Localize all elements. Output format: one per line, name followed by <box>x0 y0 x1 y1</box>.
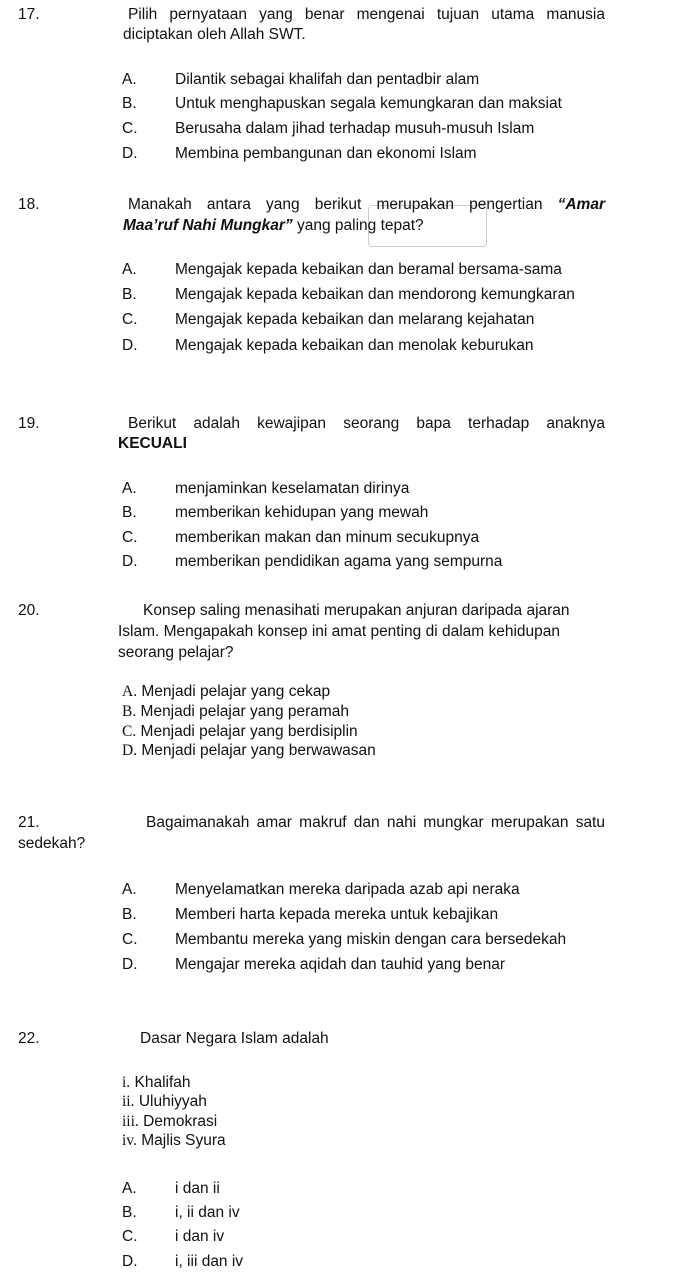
question-number: 17. <box>18 6 40 23</box>
question-stem-line: Konsep saling menasihati merupakan anjuran daripada ajaran <box>143 602 570 619</box>
option-text: Mengajar mereka aqidah dan tauhid yang benar <box>175 956 506 973</box>
option-letter: B. <box>122 286 137 303</box>
option-text: Menjadi pelajar yang berdisiplin <box>140 723 358 740</box>
item-numeral: iii. <box>122 1113 139 1130</box>
statement-item <box>122 1093 207 1111</box>
option-text: Membina pembangunan dan ekonomi Islam <box>175 145 477 162</box>
option-letter: A. <box>122 261 137 278</box>
option-text: Menjadi pelajar yang berwawasan <box>141 742 376 759</box>
option-letter: D. <box>122 553 138 570</box>
option-letter: A. <box>122 1180 137 1197</box>
item-text: Majlis Syura <box>141 1132 226 1149</box>
question-stem-emphasis: KECUALI <box>118 435 187 452</box>
option-text: Mengajak kepada kebaikan dan melarang kejahatan <box>175 311 535 328</box>
item-numeral: ii. <box>122 1093 135 1110</box>
option-letter: A. <box>122 71 137 88</box>
option-text: Membantu mereka yang miskin dengan cara bersedekah <box>175 931 567 948</box>
option-letter: D. <box>122 337 138 354</box>
option-text: memberikan kehidupan yang mewah <box>175 504 429 521</box>
question-stem-line <box>128 196 605 214</box>
stem-emphasis: “Amar <box>557 196 605 213</box>
question-number: 21. <box>18 814 40 831</box>
item-text: Khalifah <box>134 1074 191 1091</box>
question-stem-line: diciptakan oleh Allah SWT. <box>123 26 306 43</box>
option <box>122 683 330 701</box>
question-stem-line: sedekah? <box>18 835 86 852</box>
option-letter: D. <box>122 956 138 973</box>
question-number: 20. <box>18 602 40 619</box>
stem-text: yang paling tepat? <box>292 217 424 234</box>
option-text: menjaminkan keselamatan dirinya <box>175 480 410 497</box>
option <box>122 723 358 741</box>
option-text: Dilantik sebagai khalifah dan pentadbir alam <box>175 71 480 88</box>
option-letter: C. <box>122 931 138 948</box>
option-text: Mengajak kepada kebaikan dan menolak keburukan <box>175 337 534 354</box>
option-letter: A. <box>122 881 137 898</box>
option-letter: C. <box>122 1228 138 1245</box>
option-text: Memberi harta kepada mereka untuk kebajikan <box>175 906 499 923</box>
option-text: i, iii dan iv <box>175 1253 244 1270</box>
item-numeral: i. <box>122 1074 131 1091</box>
option-letter: D. <box>122 145 138 162</box>
option-letter: B. <box>122 504 137 521</box>
question-number: 22. <box>18 1030 40 1047</box>
item-numeral: iv. <box>122 1132 137 1149</box>
option-text: Menjadi pelajar yang peramah <box>140 703 350 720</box>
option-text: Mengajak kepada kebaikan dan beramal bersama-sama <box>175 261 562 278</box>
option <box>122 703 349 721</box>
option-letter: C. <box>122 311 138 328</box>
option-letter: B. <box>122 906 137 923</box>
item-text: Demokrasi <box>143 1113 218 1130</box>
statement-item <box>122 1113 217 1131</box>
option-letter: B. <box>122 1204 137 1221</box>
option-text: i dan ii <box>175 1180 220 1197</box>
option-text: i dan iv <box>175 1228 225 1245</box>
statement-item <box>122 1074 191 1092</box>
option <box>122 742 376 760</box>
question-stem-line <box>123 217 424 235</box>
option-text: Berusaha dalam jihad terhadap musuh-musuh Islam <box>175 120 535 137</box>
statement-item <box>122 1132 226 1150</box>
item-text: Uluhiyyah <box>138 1093 207 1110</box>
option-letter: C. <box>122 529 138 546</box>
option-text: memberikan makan dan minum secukupnya <box>175 529 480 546</box>
question-stem-line: Pilih pernyataan yang benar mengenai tujuan utama manusia <box>128 6 605 23</box>
option-letter: A. <box>122 683 138 700</box>
option-letter: D. <box>122 742 138 759</box>
option-letter: B. <box>122 703 137 720</box>
question-stem-line: Dasar Negara Islam adalah <box>140 1030 329 1047</box>
question-stem-line: Berikut adalah kewajipan seorang bapa terhadap anaknya <box>128 415 605 432</box>
option-text: memberikan pendidikan agama yang sempurna <box>175 553 503 570</box>
option-text: Untuk menghapuskan segala kemungkaran dan maksiat <box>175 95 562 112</box>
option-letter: C. <box>122 723 137 740</box>
stem-text: Manakah antara yang berikut merupakan pengertian <box>128 196 543 213</box>
stem-emphasis: Maa’ruf Nahi Mungkar” <box>123 217 293 234</box>
question-stem-line: Bagaimanakah amar makruf dan nahi mungkar merupakan satu <box>146 814 605 831</box>
option-text: Menjadi pelajar yang cekap <box>141 683 331 700</box>
option-text: Mengajak kepada kebaikan dan mendorong kemungkaran <box>175 286 575 303</box>
option-text: i, ii dan iv <box>175 1204 240 1221</box>
question-number: 18. <box>18 196 40 213</box>
option-letter: C. <box>122 120 138 137</box>
question-stem-line: seorang pelajar? <box>118 644 234 661</box>
option-letter: A. <box>122 480 137 497</box>
option-letter: D. <box>122 1253 138 1270</box>
question-number: 19. <box>18 415 40 432</box>
option-letter: B. <box>122 95 137 112</box>
question-stem-line: Islam. Mengapakah konsep ini amat penting di dalam kehidupan <box>118 623 561 640</box>
option-text: Menyelamatkan mereka daripada azab api neraka <box>175 881 520 898</box>
